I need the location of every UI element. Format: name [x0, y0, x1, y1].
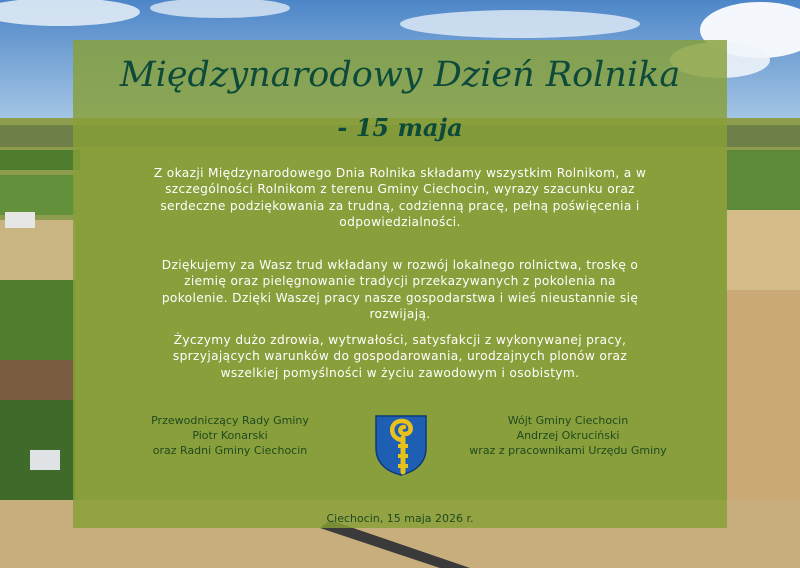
- signature-left-role: Przewodniczący Rady Gminy: [151, 414, 309, 427]
- greeting-paragraph: Z okazji Międzynarodowego Dnia Rolnika składamy wszystkim Rolnikom, a w szczególności Rolnikom z terenu Gminy Ciechocin, wyrazy szacunku oraz serdeczne podziękowania za trudną, codzienną pracę, pełną poświęcenia i odpowiedzialności.: [153, 166, 647, 229]
- signature-left-name: Piotr Konarski: [192, 429, 268, 442]
- page-subtitle: - 15 maja: [337, 113, 463, 142]
- thanks-paragraph: Dziękujemy za Wasz trud wkładany w rozwój lokalnego rolnictwa, troskę o ziemię oraz pielęgnowanie tradycji przekazywanych z pokolenia na pokolenie. Dzięki Waszej pracy nasze gospodarstwa i wieś nieustannie się rozwijają.: [161, 258, 639, 321]
- date-line: Ciechocin, 15 maja 2026 r.: [326, 512, 474, 525]
- signature-right-name: Andrzej Okruciński: [516, 429, 620, 442]
- signature-left: [130, 413, 330, 458]
- signature-right-group: wraz z pracownikami Urzędu Gminy: [469, 444, 667, 457]
- crosier-coat-of-arms-icon: [374, 414, 428, 476]
- wishes-paragraph: Życzymy dużo zdrowia, wytrwałości, satysfakcji z wykonywanej pracy, sprzyjających warunków do gospodarowania, urodzajnych plonów oraz wszelkiej pomyślności w życiu zawodowym i osobistym.: [172, 333, 628, 380]
- signature-left-group: oraz Radni Gminy Ciechocin: [152, 444, 308, 457]
- page-title: Międzynarodowy Dzień Rolnika: [119, 55, 681, 95]
- signature-right: [468, 413, 668, 458]
- signature-right-role: Wójt Gminy Ciechocin: [507, 414, 629, 427]
